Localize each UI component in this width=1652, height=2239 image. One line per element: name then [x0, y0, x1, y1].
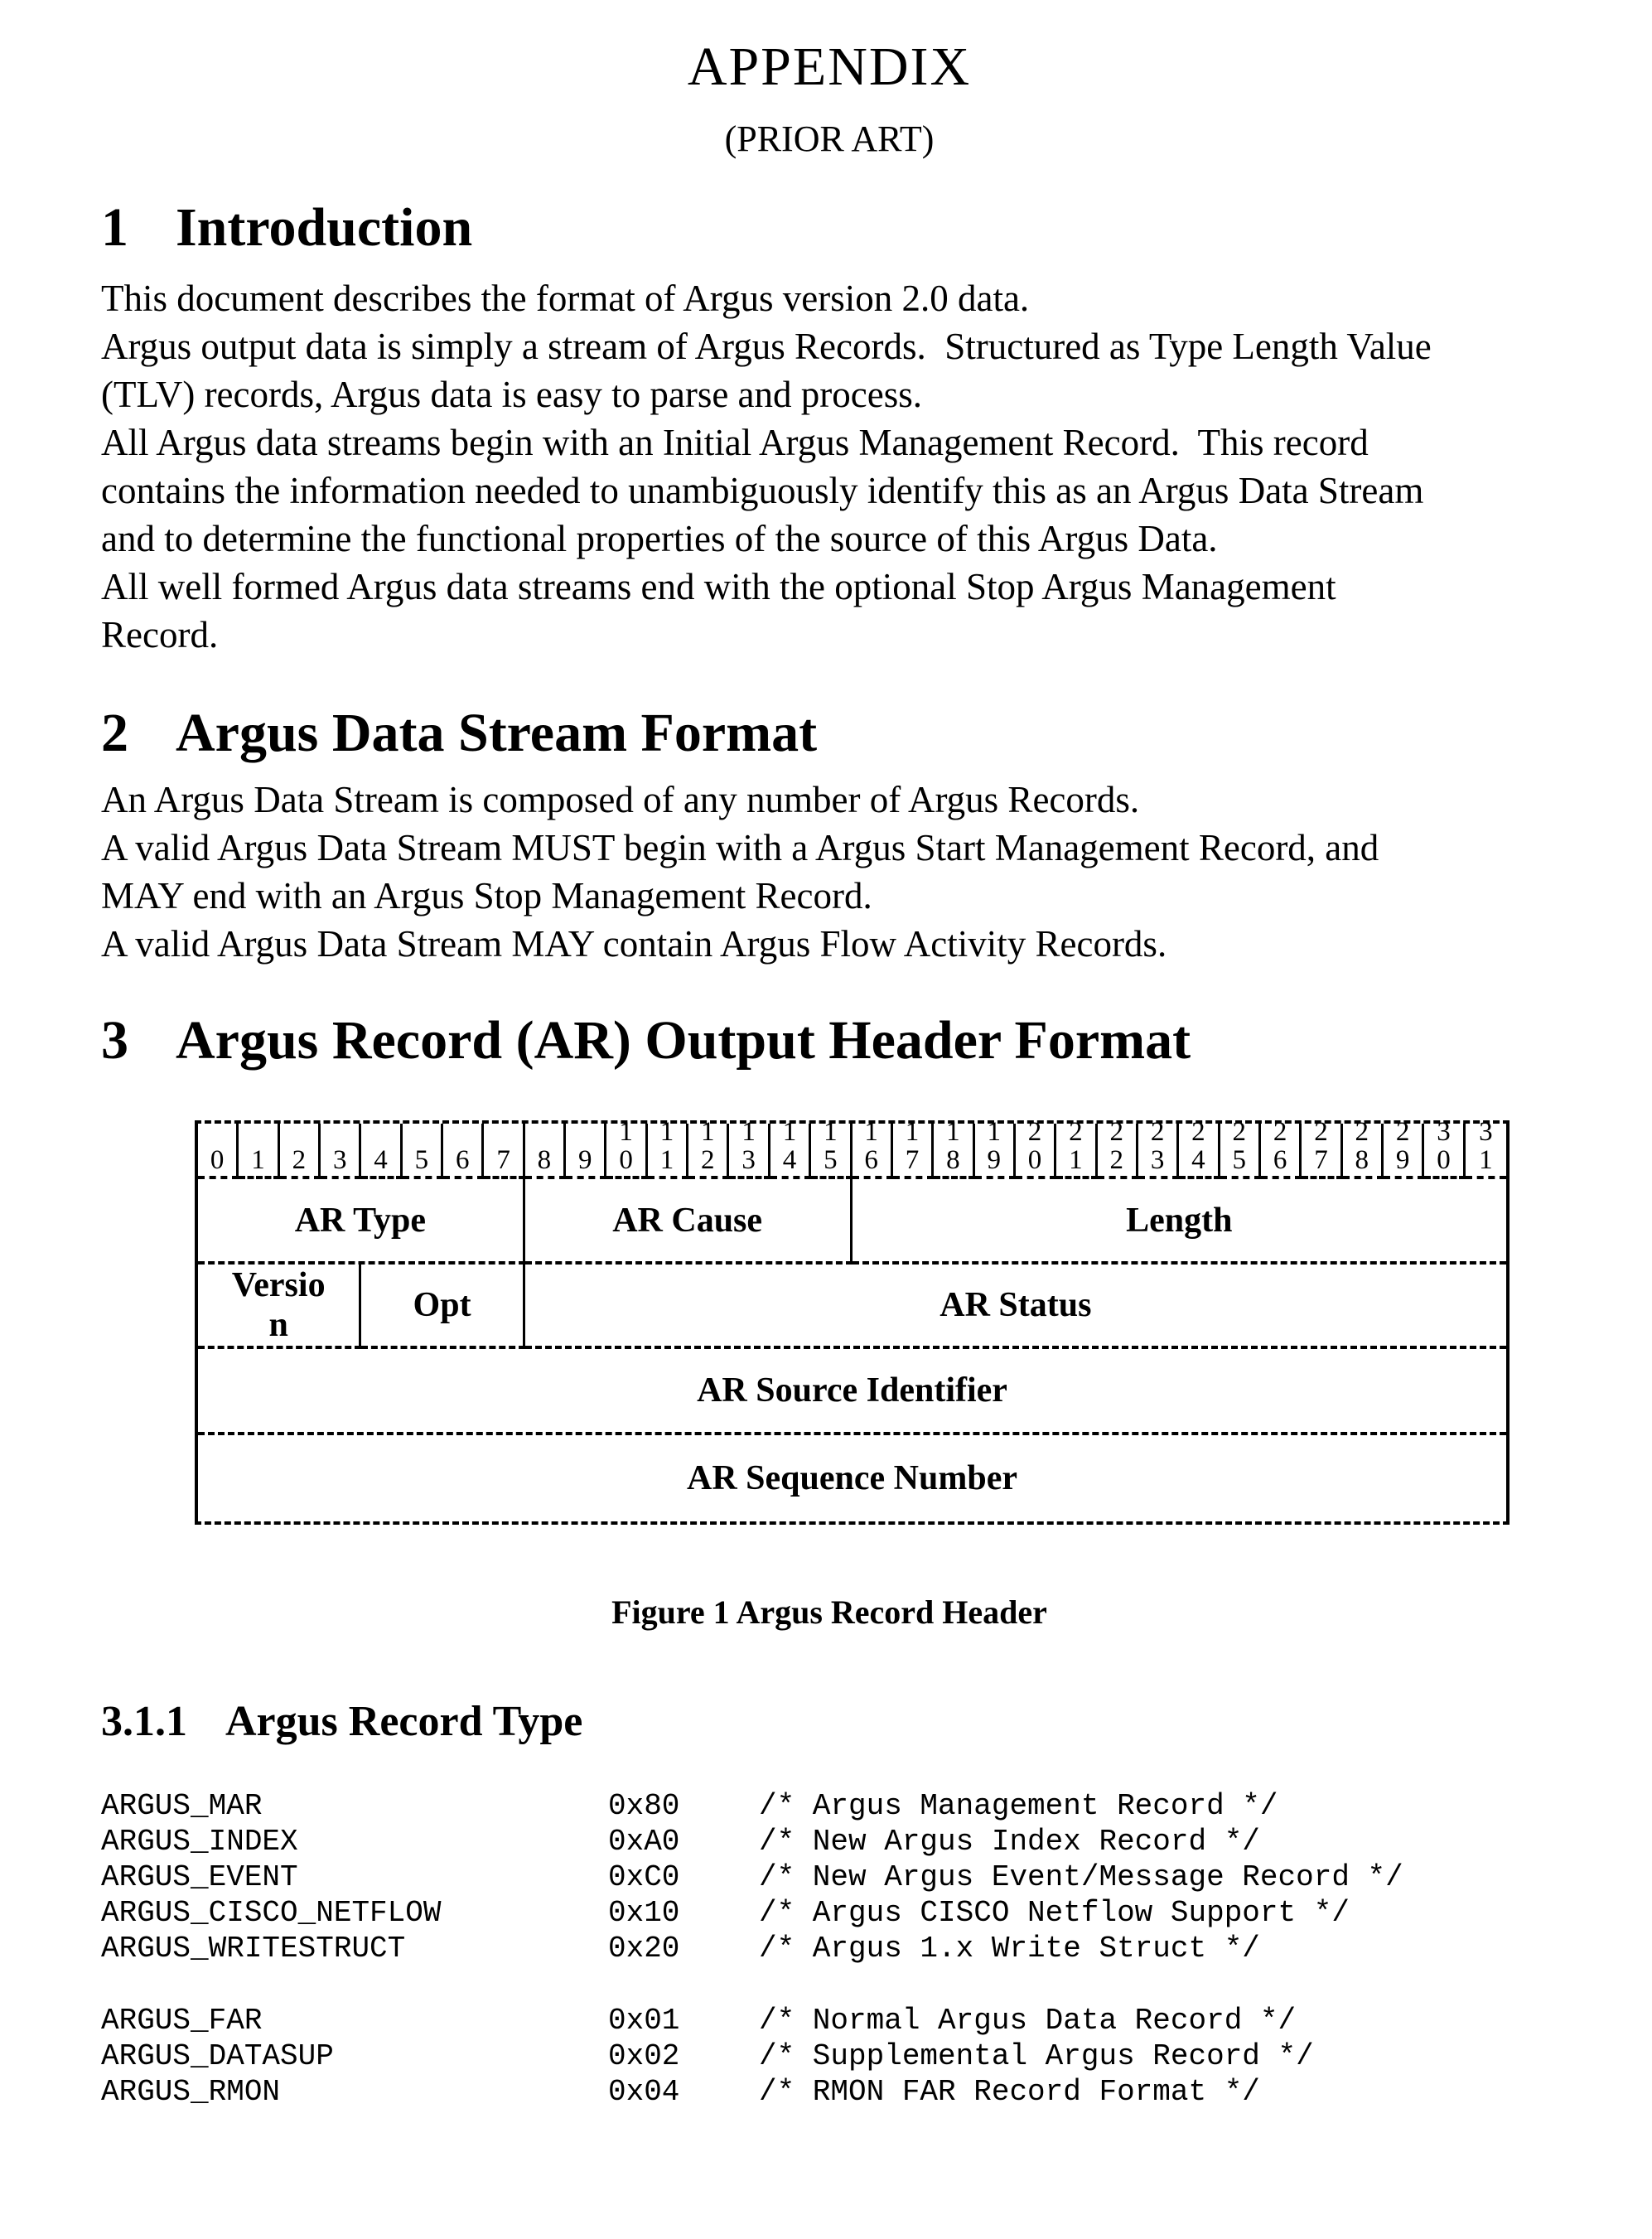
record-type-comment: /* Normal Argus Data Record */: [759, 2004, 1297, 2038]
record-type-comment: /* New Argus Index Record */: [759, 1825, 1260, 1859]
text-line: (TLV) records, Argus data is easy to parse and process.: [101, 373, 922, 415]
record-type-value: 0x01: [608, 2004, 680, 2038]
section-2-body: [101, 776, 1558, 968]
bit-label-4: 4: [361, 1124, 402, 1179]
subsection-title: Argus Record Type: [225, 1698, 583, 1746]
figure-caption: Figure 1 Argus Record Header: [611, 1593, 1047, 1632]
bit-label-6: 6: [443, 1124, 484, 1179]
record-type-name: ARGUS_CISCO_NETFLOW: [101, 1896, 442, 1931]
record-type-value: 0x20: [608, 1932, 680, 1966]
section-3-heading: [101, 1008, 1558, 1073]
field-cell-version: Version: [198, 1265, 361, 1349]
section-1-heading: [101, 195, 1558, 260]
bit-label-30: 3 0: [1424, 1124, 1465, 1179]
section-2-heading: [101, 700, 1558, 766]
record-type-row: [101, 1931, 1558, 1966]
page-title: APPENDIX: [687, 36, 972, 97]
subsection-number: 3.1.1: [101, 1698, 187, 1746]
bit-label-8: 8: [525, 1124, 566, 1179]
record-type-name: ARGUS_INDEX: [101, 1825, 298, 1859]
record-type-value: 0x80: [608, 1789, 680, 1824]
section-2-title: Argus Data Stream Format: [176, 702, 818, 763]
section-2-number: 2: [101, 702, 128, 763]
bit-label-17: 1 7: [893, 1124, 934, 1179]
section-1-title: Introduction: [176, 197, 473, 259]
record-type-group-1: [101, 1788, 1558, 1966]
record-type-value: 0x04: [608, 2075, 680, 2110]
section-3-title: Argus Record (AR) Output Header Format: [176, 1009, 1191, 1071]
record-type-name: ARGUS_FAR: [101, 2004, 263, 2038]
bit-label-11: 1 1: [648, 1124, 688, 1179]
bit-label-26: 2 6: [1261, 1124, 1302, 1179]
record-type-comment: /* RMON FAR Record Format */: [759, 2075, 1260, 2110]
record-type-row: [101, 2003, 1558, 2038]
record-type-listing: [101, 1788, 1558, 2110]
bit-label-9: 9: [566, 1124, 606, 1179]
field-cell-ar-sequence-number: AR Sequence Number: [687, 1459, 1017, 1498]
bit-label-28: 2 8: [1343, 1124, 1384, 1179]
bit-field-diagram: [195, 1117, 1510, 1525]
text-line: and to determine the functional properties of the source of this Argus Data.: [101, 517, 1218, 559]
field-cell-opt: Opt: [361, 1265, 524, 1349]
subsection-heading: [101, 1696, 1558, 1748]
section-1-number: 1: [101, 197, 128, 259]
record-type-name: ARGUS_DATASUP: [101, 2039, 334, 2074]
bit-label-10: 1 0: [606, 1124, 647, 1179]
bit-label-12: 1 2: [688, 1124, 729, 1179]
field-cell-ar-type: AR Type: [198, 1179, 525, 1265]
bit-label-5: 5: [403, 1124, 443, 1179]
bit-label-31: 3 1: [1466, 1124, 1506, 1179]
field-cell-ar-cause: AR Cause: [525, 1179, 853, 1265]
record-type-name: ARGUS_RMON: [101, 2075, 281, 2110]
text-line: MAY end with an Argus Stop Management Record.: [101, 874, 872, 916]
text-line: All Argus data streams begin with an Initial Argus Management Record. This record: [101, 421, 1369, 463]
record-type-comment: /* Supplemental Argus Record */: [759, 2039, 1314, 2074]
page-subtitle: (PRIOR ART): [724, 118, 935, 160]
text-line: This document describes the format of Argus version 2.0 data.: [101, 277, 1030, 319]
record-type-value: 0x10: [608, 1896, 680, 1931]
bit-label-2: 2: [280, 1124, 321, 1179]
bit-label-15: 1 5: [811, 1124, 852, 1179]
record-type-name: ARGUS_EVENT: [101, 1860, 298, 1895]
record-type-comment: /* Argus 1.x Write Struct */: [759, 1932, 1260, 1966]
bit-label-29: 2 9: [1384, 1124, 1424, 1179]
bit-label-16: 1 6: [853, 1124, 893, 1179]
bit-label-25: 2 5: [1220, 1124, 1261, 1179]
bit-label-27: 2 7: [1302, 1124, 1342, 1179]
record-type-name: ARGUS_MAR: [101, 1789, 263, 1824]
record-type-comment: /* Argus CISCO Netflow Support */: [759, 1896, 1350, 1931]
record-type-comment: /* Argus Management Record */: [759, 1789, 1278, 1824]
record-type-group-2: [101, 2003, 1558, 2110]
field-cell-length: Length: [853, 1179, 1507, 1265]
record-type-row: [101, 1895, 1558, 1931]
section-3-number: 3: [101, 1009, 128, 1071]
field-cell-ar-source-identifier: AR Source Identifier: [198, 1349, 1506, 1435]
record-type-comment: /* New Argus Event/Message Record */: [759, 1860, 1403, 1895]
bit-label-20: 2 0: [1016, 1124, 1056, 1179]
bit-label-23: 2 3: [1138, 1124, 1179, 1179]
record-type-name: ARGUS_WRITESTRUCT: [101, 1932, 406, 1966]
bit-label-19: 1 9: [975, 1124, 1016, 1179]
record-type-row: [101, 2074, 1558, 2110]
record-type-row: [101, 1824, 1558, 1859]
argus-record-header-figure: [195, 1117, 1558, 1525]
text-line: contains the information needed to unambiguously identify this as an Argus Data Stream: [101, 469, 1424, 511]
record-type-value: 0xA0: [608, 1825, 680, 1859]
record-type-row: [101, 1788, 1558, 1824]
field-cell-ar-status: AR Status: [525, 1265, 1506, 1349]
record-type-row: [101, 1859, 1558, 1895]
bit-label-22: 2 2: [1098, 1124, 1138, 1179]
record-type-value: 0xC0: [608, 1860, 680, 1895]
text-line: A valid Argus Data Stream MAY contain Argus Flow Activity Records.: [101, 922, 1167, 965]
record-type-row: [101, 2038, 1558, 2074]
text-line: A valid Argus Data Stream MUST begin with a Argus Start Management Record, and: [101, 826, 1379, 868]
bit-label-24: 2 4: [1179, 1124, 1220, 1179]
bit-label-13: 1 3: [729, 1124, 770, 1179]
text-line: Record.: [101, 613, 219, 655]
text-line: Argus output data is simply a stream of Argus Records. Structured as Type Length Value: [101, 325, 1432, 367]
bit-label-18: 1 8: [934, 1124, 974, 1179]
text-line: An Argus Data Stream is composed of any number of Argus Records.: [101, 778, 1140, 820]
bit-label-21: 2 1: [1056, 1124, 1097, 1179]
bit-label-14: 1 4: [770, 1124, 811, 1179]
bit-label-1: 1: [239, 1124, 279, 1179]
document-page: [0, 38, 1652, 2110]
bit-label-7: 7: [484, 1124, 524, 1179]
section-1-body: [101, 274, 1558, 659]
text-line: All well formed Argus data streams end with the optional Stop Argus Management: [101, 565, 1336, 607]
record-type-value: 0x02: [608, 2039, 680, 2074]
bit-label-0: 0: [198, 1124, 239, 1179]
bit-label-3: 3: [321, 1124, 361, 1179]
